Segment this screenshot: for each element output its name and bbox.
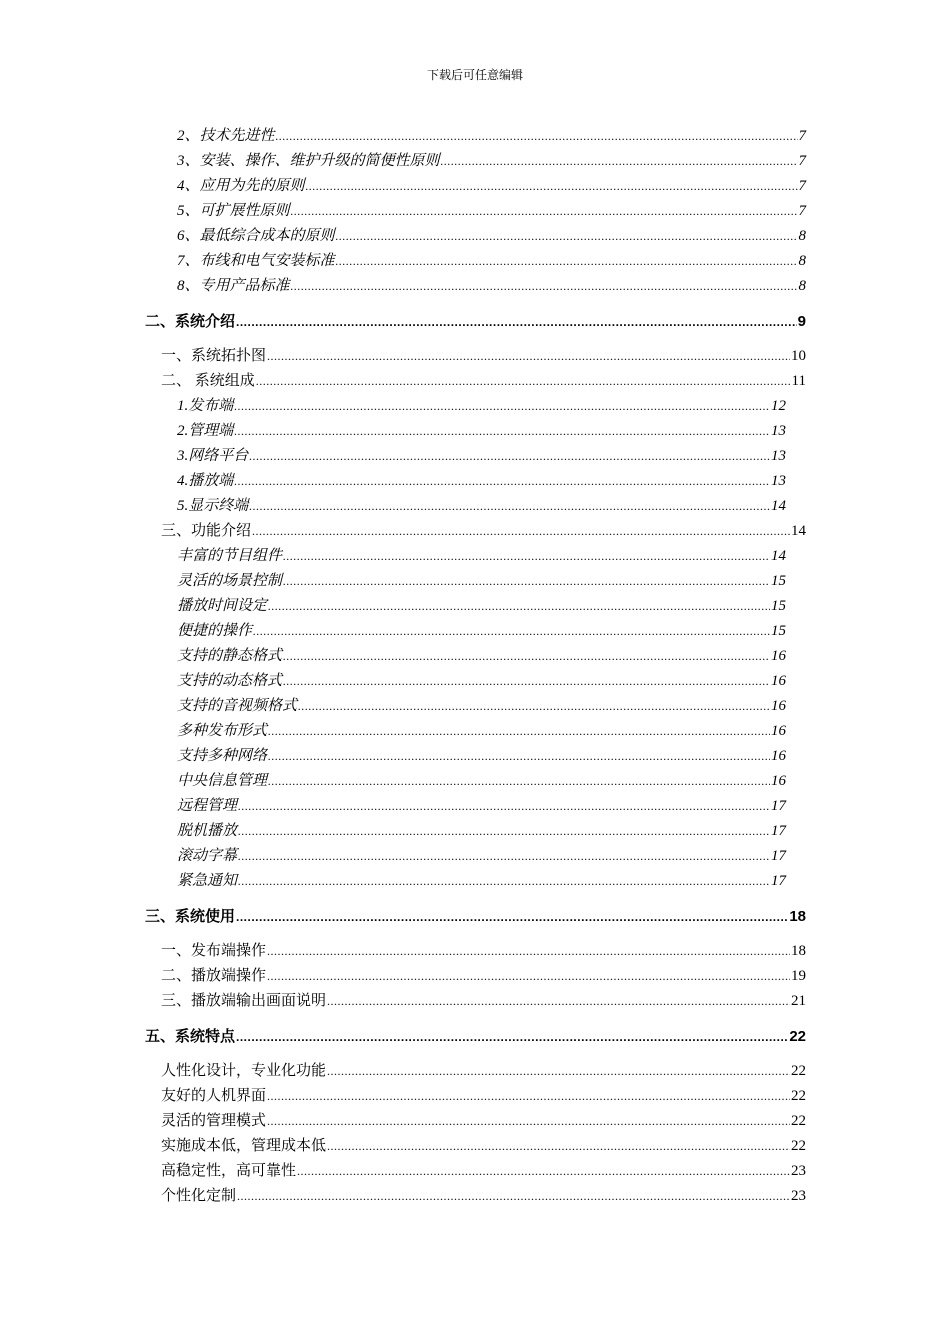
toc-entry[interactable]: [177, 124, 806, 149]
toc-entry-page: 23: [791, 1163, 806, 1179]
toc-entry-label: 7、布线和电气安装标准: [177, 253, 335, 269]
dot-leader: [283, 544, 770, 569]
toc-entry-page: 16: [771, 673, 786, 689]
toc-entry-page: 16: [771, 773, 786, 789]
toc-entry-label: 一、系统拓扑图: [161, 348, 267, 364]
dot-leader: [336, 249, 798, 274]
toc-entry-label: 二、播放端操作: [161, 968, 267, 984]
toc-entry[interactable]: [161, 939, 806, 964]
toc-entry-label: 1.发布端: [177, 398, 234, 414]
dot-leader: [283, 569, 770, 594]
toc-section-heading[interactable]: [145, 309, 806, 334]
toc-entry[interactable]: [177, 694, 786, 719]
toc-entry-page: 17: [771, 798, 786, 814]
toc-entry-page: 14: [791, 523, 806, 539]
dot-leader: [268, 769, 770, 794]
toc-entry[interactable]: [177, 769, 786, 794]
toc-entry-page: 21: [791, 993, 806, 1009]
toc-entry[interactable]: [177, 719, 786, 744]
toc-entry-page: 15: [771, 573, 786, 589]
toc-entry[interactable]: [161, 519, 806, 544]
toc-entry-label: 多种发布形式: [177, 723, 268, 739]
toc-entry-page: 16: [771, 748, 786, 764]
toc-entry[interactable]: [177, 149, 806, 174]
toc-entry-page: 13: [771, 448, 786, 464]
toc-entry-page: 17: [771, 823, 786, 839]
toc-entry-page: 8: [798, 278, 806, 294]
dot-leader: [253, 619, 770, 644]
toc-group-principles: [0, 124, 950, 299]
dot-leader: [327, 1134, 790, 1159]
toc-entry[interactable]: [177, 794, 786, 819]
dot-leader: [291, 199, 798, 224]
toc-entry-page: 22: [789, 1028, 806, 1045]
dot-leader: [297, 1159, 790, 1184]
toc-entry-page: 9: [797, 313, 806, 330]
toc-entry-label: 灵活的场景控制: [177, 573, 283, 589]
toc-entry-label: 支持的音视频格式: [177, 698, 298, 714]
toc-entry-page: 11: [791, 373, 806, 389]
dot-leader: [441, 149, 798, 174]
toc-entry[interactable]: [161, 1159, 806, 1184]
toc-entry-label: 4、应用为先的原则: [177, 178, 305, 194]
toc-entry-label: 紧急通知: [177, 873, 238, 889]
toc-entry-label: 一、发布端操作: [161, 943, 267, 959]
toc-entry[interactable]: [161, 1084, 806, 1109]
toc-entry-label: 五、系统特点: [145, 1028, 236, 1045]
toc-entry[interactable]: [177, 224, 806, 249]
toc-entry-page: 23: [791, 1188, 806, 1204]
toc-entry[interactable]: [177, 544, 786, 569]
toc-entry[interactable]: [177, 174, 806, 199]
dot-leader: [234, 469, 770, 494]
dot-leader: [283, 644, 770, 669]
dot-leader: [268, 744, 770, 769]
toc-entry-label: 三、系统使用: [145, 908, 236, 925]
toc-entry-page: 19: [791, 968, 806, 984]
dot-leader: [238, 819, 770, 844]
toc-entry-page: 7: [798, 153, 806, 169]
toc-entry-label: 中央信息管理: [177, 773, 268, 789]
toc-entry-page: 16: [771, 723, 786, 739]
toc-entry[interactable]: [177, 199, 806, 224]
toc-entry-label: 5.显示终端: [177, 498, 249, 514]
toc-entry[interactable]: [177, 644, 786, 669]
toc-entry-label: 播放时间设定: [177, 598, 268, 614]
toc-entry-page: 15: [771, 598, 786, 614]
dot-leader: [238, 844, 770, 869]
toc-entry-label: 2.管理端: [177, 423, 234, 439]
toc-entry-label: 3、安装、操作、维护升级的简便性原则: [177, 153, 440, 169]
toc-section-heading[interactable]: [145, 1024, 806, 1049]
dot-leader: [234, 394, 770, 419]
toc-entry-label: 支持的静态格式: [177, 648, 283, 664]
toc-entry[interactable]: [177, 419, 786, 444]
toc-entry-label: 6、最低综合成本的原则: [177, 228, 335, 244]
toc-entry[interactable]: [161, 369, 806, 394]
toc-entry-label: 便捷的操作: [177, 623, 253, 639]
page-header: 下载后可任意编辑: [426, 68, 523, 82]
toc-entry-label: 人性化设计，专业化功能: [161, 1063, 327, 1079]
toc-entry[interactable]: [177, 869, 786, 894]
toc-entry-label: 8、专用产品标准: [177, 278, 290, 294]
toc-entry-label: 远程管理: [177, 798, 238, 814]
toc-entry-page: 8: [798, 253, 806, 269]
dot-leader: [336, 224, 798, 249]
toc-entry-label: 丰富的节目组件: [177, 548, 283, 564]
table-of-contents: [0, 124, 950, 1209]
toc-entry[interactable]: [177, 844, 786, 869]
toc-entry[interactable]: [177, 569, 786, 594]
toc-entry[interactable]: [161, 989, 806, 1014]
toc-entry-page: 7: [798, 128, 806, 144]
toc-section-heading[interactable]: [145, 904, 806, 929]
toc-entry-label: 二、 系统组成: [161, 373, 255, 389]
dot-leader: [267, 964, 790, 989]
dot-leader: [306, 174, 798, 199]
toc-entry-label: 2、技术先进性: [177, 128, 275, 144]
toc-entry[interactable]: [177, 594, 786, 619]
toc-entry-page: 22: [791, 1138, 806, 1154]
toc-entry-label: 滚动字幕: [177, 848, 238, 864]
dot-leader: [234, 419, 770, 444]
dot-leader: [298, 694, 770, 719]
dot-leader: [236, 1025, 788, 1050]
toc-entry[interactable]: [161, 964, 806, 989]
toc-entry[interactable]: [177, 274, 806, 299]
dot-leader: [267, 344, 790, 369]
toc-entry[interactable]: [161, 344, 806, 369]
toc-entry-page: 17: [771, 873, 786, 889]
toc-entry[interactable]: [177, 819, 786, 844]
toc-entry-page: 16: [771, 698, 786, 714]
toc-entry-page: 17: [771, 848, 786, 864]
toc-entry-label: 友好的人机界面: [161, 1088, 267, 1104]
toc-entry-label: 三、播放端输出画面说明: [161, 993, 327, 1009]
toc-entry-page: 7: [798, 203, 806, 219]
dot-leader: [276, 124, 798, 149]
toc-entry-page: 10: [791, 348, 806, 364]
toc-entry-page: 15: [771, 623, 786, 639]
toc-entry-page: 22: [791, 1063, 806, 1079]
dot-leader: [267, 1084, 790, 1109]
toc-entry-page: 12: [771, 398, 786, 414]
toc-entry[interactable]: [161, 1059, 806, 1084]
dot-leader: [267, 1109, 790, 1134]
dot-leader: [268, 719, 770, 744]
toc-entry[interactable]: [161, 1184, 806, 1209]
toc-entry-page: 14: [771, 498, 786, 514]
dot-leader: [238, 794, 770, 819]
toc-entry-page: 22: [791, 1088, 806, 1104]
toc-entry-page: 13: [771, 423, 786, 439]
toc-entry[interactable]: [177, 444, 786, 469]
toc-entry-page: 18: [789, 908, 806, 925]
dot-leader: [236, 905, 788, 930]
toc-entry[interactable]: [177, 619, 786, 644]
toc-entry-label: 实施成本低，管理成本低: [161, 1138, 327, 1154]
toc-entry[interactable]: [177, 669, 786, 694]
toc-entry-label: 4.播放端: [177, 473, 234, 489]
toc-entry-page: 7: [798, 178, 806, 194]
dot-leader: [249, 494, 770, 519]
dot-leader: [237, 1184, 790, 1209]
toc-entry-label: 支持的动态格式: [177, 673, 283, 689]
toc-entry[interactable]: [161, 1109, 806, 1134]
toc-entry-label: 支持多种网络: [177, 748, 268, 764]
toc-entry-page: 22: [791, 1113, 806, 1129]
toc-entry[interactable]: [177, 494, 786, 519]
dot-leader: [283, 669, 770, 694]
toc-entry-label: 脱机播放: [177, 823, 238, 839]
toc-entry-label: 3.网络平台: [177, 448, 249, 464]
dot-leader: [249, 444, 770, 469]
toc-entry[interactable]: [177, 394, 786, 419]
dot-leader: [238, 869, 770, 894]
dot-leader: [327, 1059, 790, 1084]
toc-entry[interactable]: [161, 1134, 806, 1159]
dot-leader: [291, 274, 798, 299]
dot-leader: [236, 310, 797, 335]
toc-entry-label: 个性化定制: [161, 1188, 237, 1204]
toc-entry-page: 16: [771, 648, 786, 664]
toc-entry[interactable]: [177, 469, 786, 494]
toc-entry-label: 灵活的管理模式: [161, 1113, 267, 1129]
toc-entry[interactable]: [177, 249, 806, 274]
toc-entry-page: 14: [771, 548, 786, 564]
dot-leader: [256, 369, 791, 394]
toc-entry[interactable]: [177, 744, 786, 769]
dot-leader: [267, 939, 790, 964]
toc-entry-page: 13: [771, 473, 786, 489]
dot-leader: [268, 594, 770, 619]
toc-entry-page: 8: [798, 228, 806, 244]
toc-entry-label: 5、可扩展性原则: [177, 203, 290, 219]
toc-entry-page: 18: [791, 943, 806, 959]
toc-entry-label: 高稳定性，高可靠性: [161, 1163, 297, 1179]
toc-entry-label: 三、功能介绍: [161, 523, 252, 539]
toc-entry-label: 二、系统介绍: [145, 313, 236, 330]
dot-leader: [327, 989, 790, 1014]
dot-leader: [252, 519, 790, 544]
